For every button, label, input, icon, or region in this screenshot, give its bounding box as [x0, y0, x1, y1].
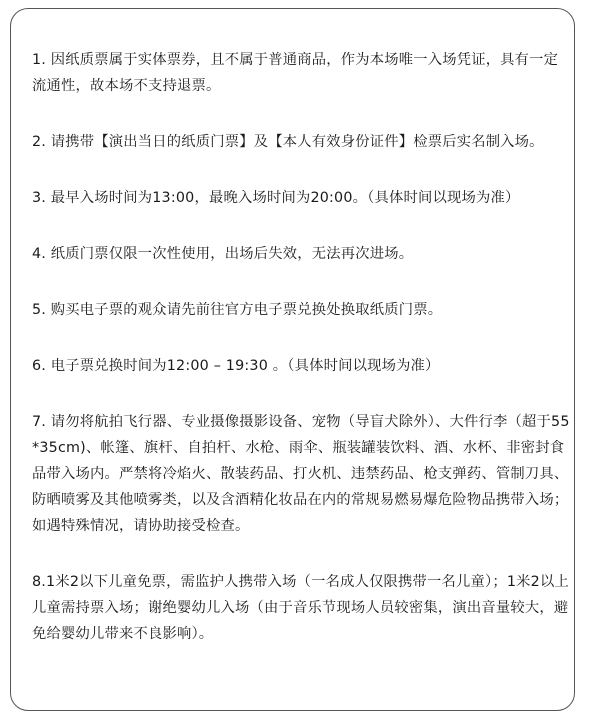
notice-card	[10, 8, 575, 711]
notice-item-id-check: 2. 请携带【演出当日的纸质门票】及【本人有效身份证件】检票后实名制入场。	[32, 134, 544, 150]
notice-item-children: 8.1米2以下儿童免票，需监护人携带入场（一名成人仅限携带一名儿童）；1米2以上儿童需持票入场；谢绝婴幼儿入场（由于音乐节现场人员较密集，演出音量较大，避免给婴幼儿带来不良影响）。	[32, 574, 569, 642]
notice-item-e-ticket: 5. 购买电子票的观众请先前往官方电子票兑换处换取纸质门票。	[32, 302, 443, 318]
notice-item-entry-time: 3. 最早入场时间为13:00，最晚入场时间为20:00。（具体时间以现场为准）	[32, 190, 520, 206]
notice-item-exchange-time: 6. 电子票兑换时间为12:00 – 19:30 。（具体时间以现场为准）	[32, 358, 440, 374]
notice-item-refund: 1. 因纸质票属于实体票券，且不属于普通商品，作为本场唯一入场凭证，具有一定流通性，故本场不支持退票。	[32, 52, 559, 94]
notice-item-single-use: 4. 纸质门票仅限一次性使用，出场后失效，无法再次进场。	[32, 246, 414, 262]
notice-list	[32, 47, 572, 677]
notice-item-prohibited: 7. 请勿将航拍飞行器、专业摄像摄影设备、宠物（导盲犬除外）、大件行李（超于55*35cm)、帐篷、旗杆、自拍杆、水枪、雨伞、瓶装罐装饮料、酒、水杯、非密封食品带入场内。严禁将冷焰火、散装药品、打火机、违禁药品、枪支弹药、管制刀具、防晒喷雾及其他喷雾类，以及含酒精化妆品在内的常规易燃易爆危险物品携带入场；如遇特殊情况，请协助接受检查。	[32, 414, 570, 534]
